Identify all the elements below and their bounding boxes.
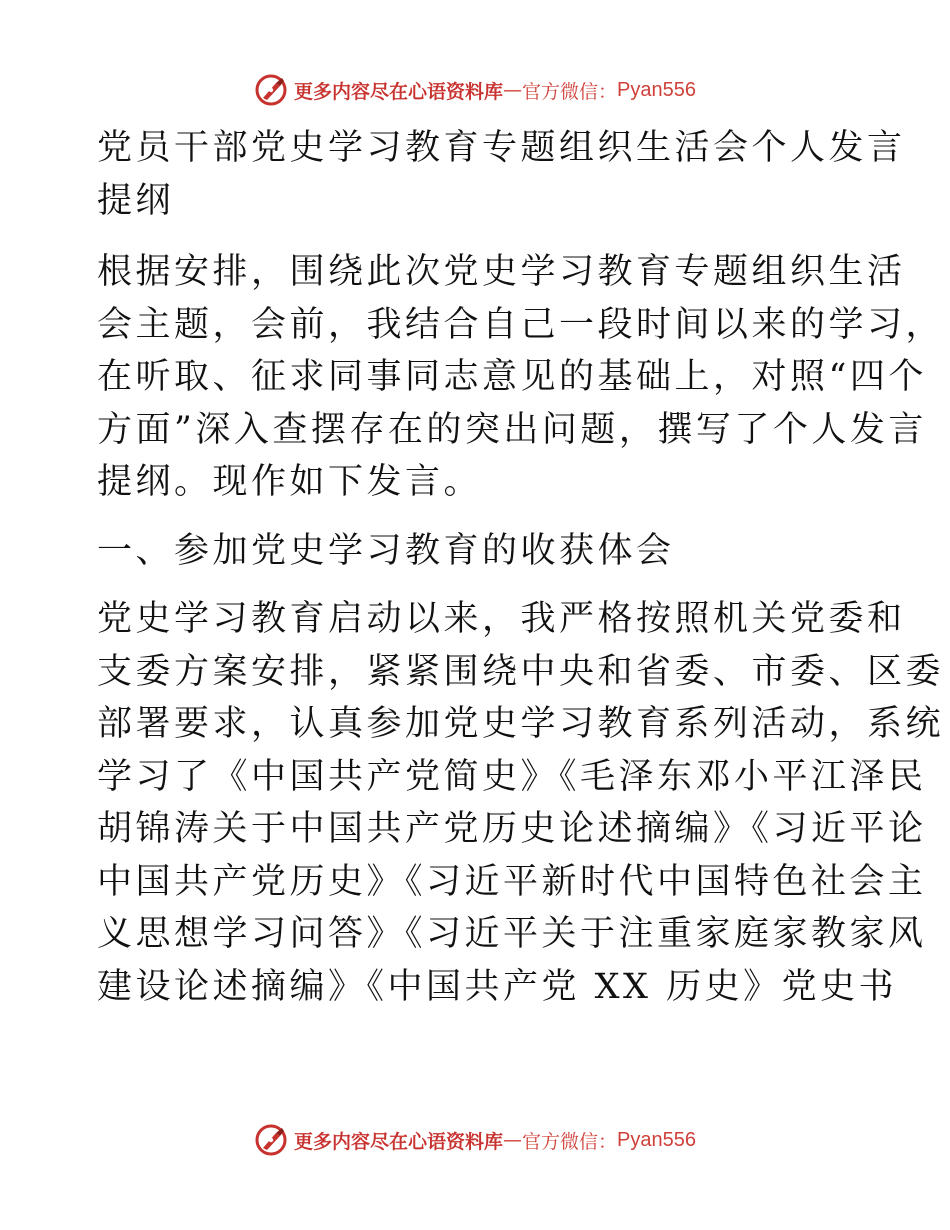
paragraph-line: 胡锦涛关于中国共产党历史论述摘编》《习近平论 — [97, 809, 927, 849]
watermark-brand-text: 更多内容尽在心语资料库 — [294, 1130, 504, 1153]
watermark-banner-top — [0, 70, 950, 110]
paragraph-line: 支委方案安排，紧紧围绕中央和省委、市委、区委 — [97, 651, 945, 692]
watermark-dash: — — [503, 1129, 523, 1151]
paragraph-line: 提纲。现作如下发言。 — [97, 462, 483, 502]
watermark-official-label: 官方微信： — [522, 1130, 618, 1153]
paragraph-line: 在听取、征求同事同志意见的基础上，对照“四个 — [97, 357, 927, 397]
paragraph-gains — [97, 593, 945, 1013]
paragraph-line: 会主题，会前，我结合自己一段时间以来的学习， — [97, 304, 945, 345]
watermark-wechat-id: Pyan556 — [617, 1128, 696, 1151]
paragraph-intro — [97, 246, 945, 509]
paragraph-line: 建设论述摘编》《中国共产党 XX 历史》党史书 — [97, 966, 898, 1007]
pen-quill-logo-icon — [254, 73, 288, 107]
watermark-banner-bottom — [0, 1120, 950, 1160]
document-title — [97, 122, 906, 227]
section-heading: 一、参加党史学习教育的收获体会 — [97, 530, 675, 571]
paragraph-line: 方面”深入查摆存在的突出问题，撰写了个人发言 — [97, 409, 927, 450]
document-body — [97, 122, 945, 1013]
paragraph-line: 根据安排，围绕此次党史学习教育专题组织生活 — [97, 252, 906, 292]
paragraph-line: 义思想学习问答》《习近平关于注重家庭家教家风 — [97, 914, 927, 954]
paragraph-line: 中国共产党历史》《习近平新时代中国特色社会主 — [97, 861, 927, 902]
paragraph-line: 党史学习教育启动以来，我严格按照机关党委和 — [97, 599, 906, 639]
paragraph-line: 部署要求，认真参加党史学习教育系列活动，系统 — [97, 704, 945, 744]
watermark-brand-text: 更多内容尽在心语资料库 — [294, 80, 504, 103]
pen-quill-logo-icon — [254, 1123, 288, 1157]
title-line: 党员干部党史学习教育专题组织生活会个人发言 — [97, 128, 906, 168]
title-line: 提纲 — [97, 180, 175, 221]
paragraph-line: 学习了《中国共产党简史》《毛泽东邓小平江泽民 — [97, 756, 927, 797]
watermark-official-label: 官方微信： — [522, 80, 618, 103]
watermark-dash: — — [503, 79, 523, 101]
watermark-wechat-id: Pyan556 — [617, 78, 696, 101]
